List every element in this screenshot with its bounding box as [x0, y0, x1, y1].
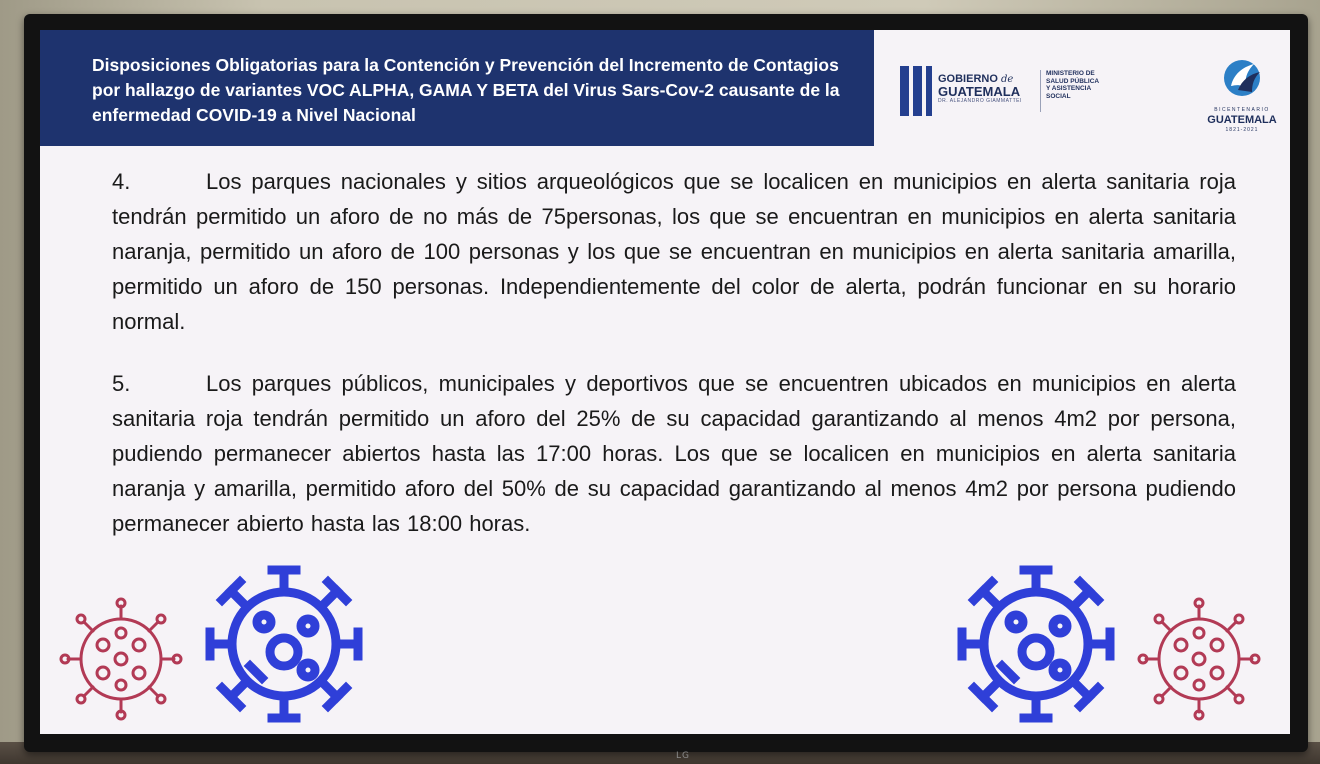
virus-icon-red: [58, 596, 184, 722]
list-item: [112, 366, 1236, 541]
bicentenario-logo: BICENTENARIO GUATEMALA 1821-2021: [1194, 54, 1290, 134]
tv-brand-label: LG: [676, 751, 690, 761]
list-item: [112, 164, 1236, 339]
slide-title: Disposiciones Obligatorias para la Contención y Prevención del Incremento de Contagios por hallazgo de variantes VOC ALPHA, GAMA Y BETA del Virus Sars-Cov-2 causante de la enfermedad COVID-19 a Nivel Nacional: [92, 55, 840, 125]
gobierno-logo: [900, 66, 936, 116]
bicentenario-emblem-icon: [1194, 54, 1290, 106]
item-text: Los parques públicos, municipales y deportivos que se encuentren ubicados en municipios en alerta sanitaria roja tendrán permitido un aforo del 25% de su capacidad garantizando al menos 4m2 por persona, pudiendo permanecer abiertos hasta las 17:00 horas. Los que se localicen en municipios en alerta sanitaria naranja y amarilla, permitido aforo del 50% de su capacidad garantizando al menos 4m2 por persona pudiendo permanecer abierto hasta las 18:00 horas.: [112, 371, 1236, 536]
slide: [40, 30, 1290, 734]
virus-icon-red: [1136, 596, 1262, 722]
logo-area: [890, 30, 1290, 146]
logo-divider: [1040, 70, 1041, 112]
ministry-label: MINISTERIO DE SALUD PÚBLICA Y ASISTENCIA SOCIAL: [1046, 70, 1100, 100]
header-banner: [40, 30, 874, 146]
virus-icon-blue: [198, 558, 370, 730]
item-number: 5.: [112, 371, 131, 396]
item-number: 4.: [112, 169, 131, 194]
gobierno-logo-text: GOBIERNO de GUATEMALA DR. ALEJANDRO GIAMMATTEI: [938, 73, 1022, 104]
item-text: Los parques nacionales y sitios arqueológicos que se localicen en municipios en alerta sanitaria roja tendrán permitido un aforo de no más de 75personas, los que se encuentran en municipios en alerta sanitaria naranja, permitido un aforo de 100 personas y los que se encuentran en municipios en alerta sanitaria amarilla, permitido un aforo de 150 personas. Independientemente del color de alerta, podrán funcionar en su horario normal.: [112, 169, 1236, 334]
virus-icon-blue: [950, 558, 1122, 730]
